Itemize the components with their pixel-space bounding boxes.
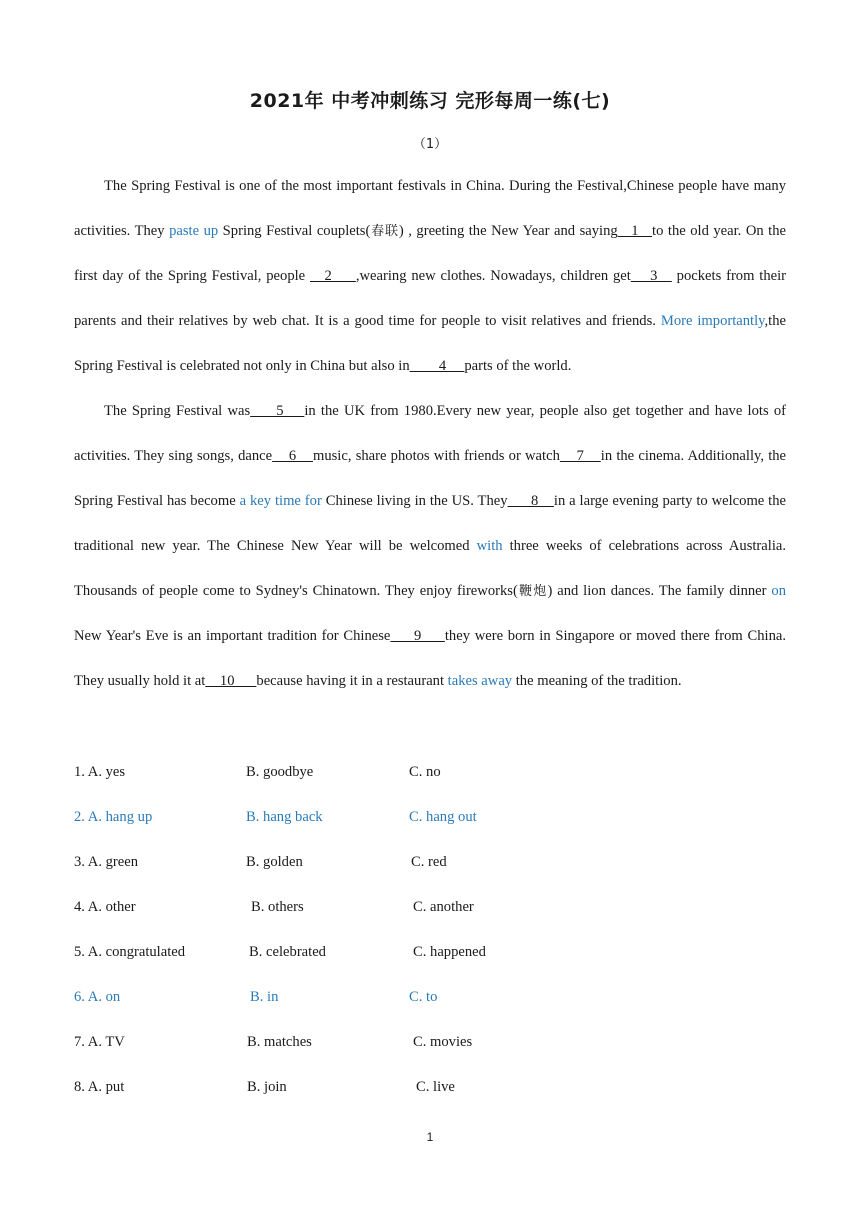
chinese-gloss: 春联 [370, 224, 399, 239]
option-choice-b: B. join [247, 1079, 287, 1095]
answer-blank: 3 [630, 268, 672, 284]
option-choice-b: B. matches [247, 1034, 312, 1050]
option-choice-a: 5. A. congratulated [74, 944, 186, 960]
option-choice-c: C. live [416, 1079, 455, 1095]
passage-text: The Spring Festival is one of the most important festivals in China. During the Festival,Chinese people have many activities. They [74, 178, 786, 239]
passage-paragraph-1 [74, 164, 786, 389]
option-choice-a: 4. A. other [74, 899, 136, 915]
answer-blank: 8 [507, 493, 554, 509]
passage-text: Chinese living in the US. They [321, 493, 508, 509]
option-choice-a: 1. A. yes [74, 764, 126, 780]
answer-blank: 6 [272, 448, 313, 464]
answer-blank: 5 [250, 403, 305, 419]
page-number: 1 [426, 1130, 434, 1144]
passage-text: parts of the world. [464, 358, 572, 374]
passage-text: they were born in Singapore or moved there from China. They usually hold it at [74, 628, 787, 689]
passage-text: in a large evening party to welcome the traditional new year. The Chinese New Year will be welcomed [74, 493, 787, 554]
option-choice-c: C. hang out [409, 809, 477, 825]
highlighted-phrase: takes away [447, 673, 513, 689]
highlighted-phrase: paste up [169, 223, 219, 239]
passage-text: music, share photos with friends or watch [312, 448, 560, 464]
answer-blank: 1 [617, 223, 653, 239]
option-choice-c: C. happened [413, 944, 486, 960]
answer-blank: 2 [310, 268, 356, 284]
passage-text: because having it in a restaurant [256, 673, 448, 689]
passage-text: New Year's Eve is an important tradition for Chinese [74, 628, 391, 644]
option-choice-b: B. others [251, 899, 304, 915]
passage-text: ) and lion dances. The family dinner [547, 583, 772, 599]
option-choice-a: 3. A. green [74, 854, 139, 870]
section-number: （1） [412, 137, 448, 152]
option-choice-b: B. golden [246, 854, 303, 870]
page-title: 2021年 中考冲刺练习 完形每周一练(七) [249, 90, 611, 112]
answer-blank: 4 [409, 358, 465, 374]
option-choice-b: B. celebrated [249, 944, 326, 960]
option-choice-c: C. movies [413, 1034, 473, 1050]
highlighted-phrase: on [771, 583, 786, 599]
answer-blank: 9 [390, 628, 445, 644]
option-choice-b: B. hang back [246, 809, 323, 825]
passage-text: in the UK from 1980.Every new year, people also get together and have lots of activities. They sing songs, dance [74, 403, 786, 464]
passage-text: Spring Festival couplets( [218, 223, 371, 239]
passage-paragraph-2 [74, 389, 786, 704]
passage-text: to the old year. On the first day of the Spring Festival, people [74, 223, 787, 284]
option-choice-b: B. goodbye [246, 764, 314, 780]
passage-text: The Spring Festival was [104, 403, 251, 419]
passage-text: three weeks of celebrations across Australia. Thousands of people come to Sydney's Chinatown. They enjoy fireworks( [74, 538, 786, 599]
answer-blank: 10 [205, 673, 257, 689]
passage-text: ) , greeting the New Year and saying [398, 223, 618, 239]
passage-text: the meaning of the tradition. [512, 673, 682, 689]
passage-text: ,wearing new clothes. Nowadays, children get [355, 268, 631, 284]
option-choice-a: 7. A. TV [74, 1034, 125, 1050]
passage-text: pockets from their parents and their relatives by web chat. It is a good time for people to visit relatives and friends. [74, 268, 787, 329]
highlighted-phrase: with [476, 538, 503, 554]
highlighted-phrase: More importantly [660, 313, 765, 329]
answer-blank: 7 [559, 448, 601, 464]
option-choice-a: 6. A. on [74, 989, 121, 1005]
option-choice-c: C. no [409, 764, 441, 780]
option-choice-a: 8. A. put [74, 1079, 125, 1095]
passage-text: ,the Spring Festival is celebrated not only in China but also in [74, 313, 786, 374]
chinese-gloss: 鞭炮 [517, 584, 548, 599]
highlighted-phrase: a key time for [239, 493, 322, 509]
option-choice-c: C. to [409, 989, 438, 1005]
option-choice-c: C. red [411, 854, 447, 870]
option-choice-a: 2. A. hang up [74, 809, 153, 825]
passage-text: in the cinema. Additionally, the Spring Festival has become [74, 448, 787, 509]
option-choice-c: C. another [413, 899, 474, 915]
option-choice-b: B. in [250, 989, 279, 1005]
